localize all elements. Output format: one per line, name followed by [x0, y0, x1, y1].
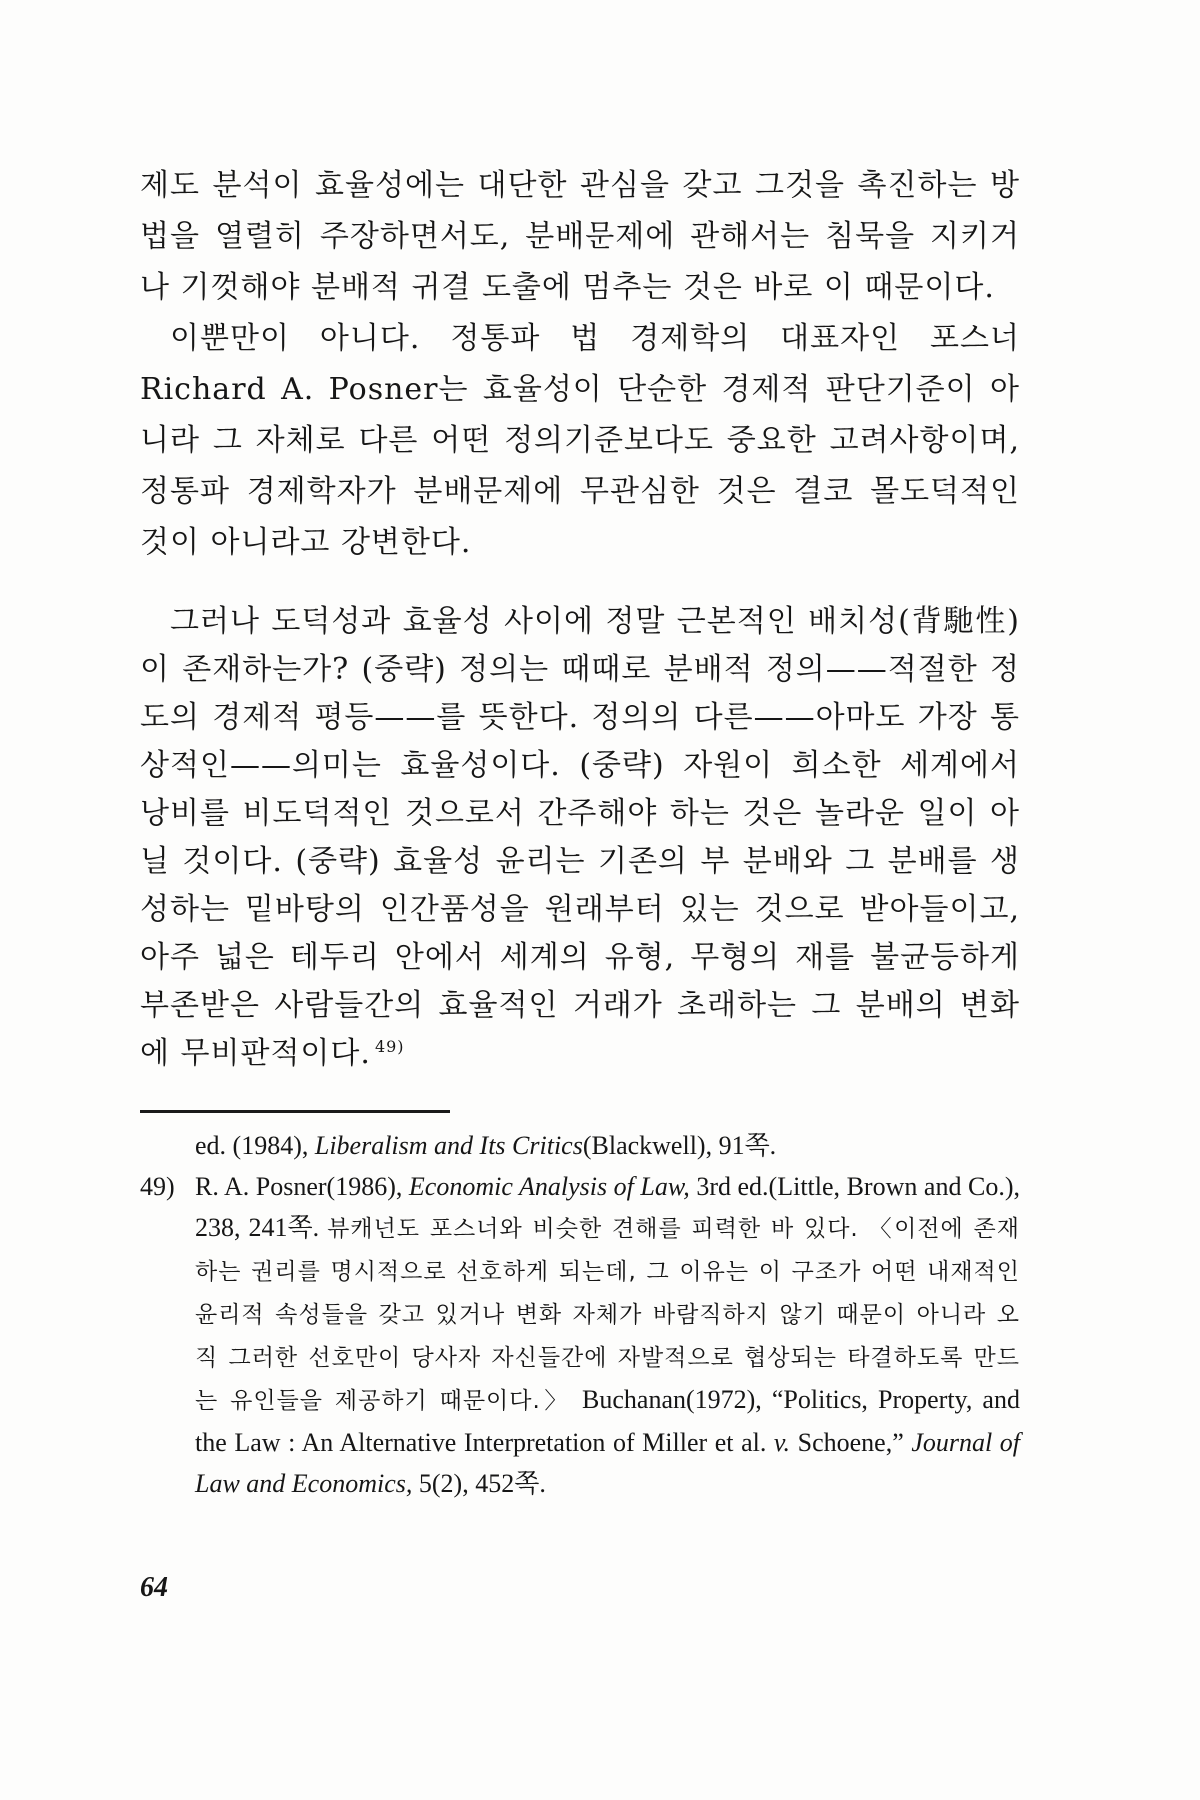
- quote-body: 그러나 도덕성과 효율성 사이에 정말 근본적인 배치성(背馳性)이 존재하는가? (중략) 정의는 때때로 분배적 정의——적절한 정도의 경제적 평등——를 뜻한다. 정의의 다른——아마도 가장 통상적인——의미는 효율성이다. (중략) 자원이 희소한 세계에서 낭비를 비도덕적인 것으로서 간주해야 하는 것은 놀라운 일이 아닐 것이다. (중략) 효율성 윤리는 기존의 부 분배와 그 분배를 생성하는 밑바탕의 인간품성을 원래부터 있는 것으로 받아들이고, 아주 넓은 테두리 안에서 세계의 유형, 무형의 재를 불균등하게 부존받은 사람들간의 효율적인 거래가 초래하는 그 분배의 변화에 무비판적이다.: [140, 604, 1020, 1071]
- page-number: 64: [140, 1572, 168, 1603]
- body-paragraph-1: 제도 분석이 효율성에는 대단한 관심을 갖고 그것을 촉진하는 방법을 열렬히 주장하면서도, 분배문제에 관해서는 침묵을 지키거나 기껏해야 분배적 귀결 도출에 멈추는 것은 바로 이 때문이다.: [140, 168, 1020, 305]
- block-quote: [140, 598, 1020, 1078]
- body-paragraph-2: 이뿐만이 아니다. 정통파 법 경제학의 대표자인 포스너 Richard A. Posner는 효율성이 단순한 경제적 판단기준이 아니라 그 자체로 다른 어떤 정의기준보다도 중요한 고려사항이며, 정통파 경제학자가 분배문제에 무관심한 것은 결코 몰도덕적인 것이 아니라고 강변한다.: [140, 321, 1020, 560]
- footnotes: [140, 1125, 1020, 1504]
- footnote-text: 5(2), 452쪽.: [412, 1469, 546, 1498]
- footnote-text: ed. (1984),: [195, 1131, 315, 1160]
- footnote-number: 49): [140, 1172, 175, 1201]
- footnote-quote: 뷰캐넌도 포스너와 비슷한 견해를 피력한 바 있다. 〈이전에 존재하는 권리를 명시적으로 선호하게 되는데, 그 이유는 이 구조가 어떤 내재적인 윤리적 속성들을 갖고 있거나 변화 자체가 바람직하지 않기 때문이 아니라 오직 그러한 선호만이 당사자 자신들간에 자발적으로 협상되는 타결하도록 만드는 유인들을 제공하기 때문이다.〉: [195, 1216, 1020, 1414]
- footnote-text: (Blackwell), 91쪽.: [582, 1131, 777, 1160]
- footnote-continuation: [140, 1125, 1020, 1166]
- footnote-text: R. A. Posner(1986),: [195, 1172, 409, 1201]
- footnote-separator: [140, 1110, 450, 1113]
- footnote-text: 3rd ed.(Little, Brown and Co.), 238, 241쪽.: [195, 1172, 1020, 1242]
- citation-title: Economic Analysis of Law,: [408, 1172, 690, 1201]
- footnote-reference-49: 49): [374, 1037, 405, 1056]
- citation-journal: Journal of Law and Economics,: [195, 1428, 1020, 1498]
- footnote-49: [140, 1166, 1020, 1504]
- citation-title: Liberalism and Its Critics: [314, 1131, 583, 1160]
- citation-italic: v.: [773, 1428, 791, 1457]
- footnote-text: Schoene,”: [790, 1428, 912, 1457]
- footnote-text: Buchanan(1972), “Politics, Property, and the Law : An Alternative Interpretation of Miller et al.: [195, 1385, 1020, 1457]
- main-text: [140, 160, 1020, 568]
